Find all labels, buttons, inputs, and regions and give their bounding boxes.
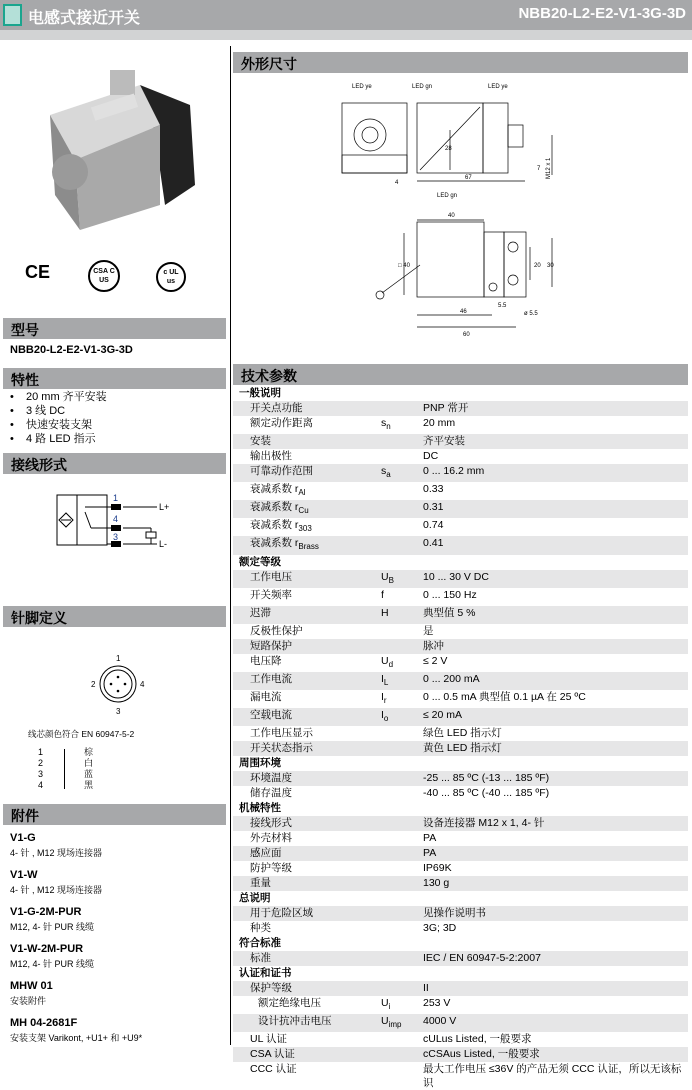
spec-symbol (381, 951, 423, 966)
spec-label: 种类 (250, 922, 271, 935)
spec-label: 可靠动作范围 (233, 464, 381, 482)
spec-label: 衰减系数 $r_{303}$ (250, 519, 312, 534)
dimension-label: 67 (465, 175, 472, 181)
spec-symbol: $U_d$ (381, 654, 394, 669)
wire-supply-label: L- (159, 539, 168, 549)
spec-value: 20 mm (423, 417, 456, 429)
spec-row (233, 741, 688, 756)
dimension-label: M12 x 1 (546, 157, 552, 179)
spec-symbol (381, 639, 423, 654)
spec-row (233, 906, 688, 921)
spec-row (233, 861, 688, 876)
pin-color-row: 3 蓝 (38, 769, 94, 779)
spec-row (233, 401, 688, 416)
spec-label: 外壳材料 (250, 832, 292, 845)
spec-label: 工作电压 (233, 570, 381, 588)
spec-symbol (381, 861, 423, 876)
spec-row (233, 1062, 688, 1090)
spec-row (233, 536, 688, 554)
spec-value: 0.33 (423, 483, 444, 496)
spec-value: 脉冲 (423, 639, 688, 654)
spec-value: cCSAus Listed, 一般要求 (423, 1047, 688, 1062)
spec-symbol (381, 981, 423, 996)
spec-value: 0 ... 150 Hz (423, 588, 477, 601)
feature-item: • 快速安装支架 (10, 418, 107, 432)
spec-label: 漏电流 (250, 691, 282, 704)
section-tech-specs: 技术参数 (233, 364, 688, 385)
spec-symbol: f (381, 588, 384, 601)
color-note: 线芯颜色符合 EN 60947-5-2 (28, 729, 135, 739)
spec-label: 开关频率 (250, 588, 292, 601)
spec-value: -40 ... 85 ºC (-40 ... 185 ºF) (423, 787, 550, 800)
spec-row (233, 482, 688, 500)
spec-label: 安装 (233, 434, 381, 449)
spec-row (233, 1047, 688, 1062)
spec-label: 用于危险区域 (233, 906, 381, 921)
accessory-item: MHW 01 安装附件 (10, 980, 53, 1006)
spec-value: IEC / EN 60947-5-2:2007 (423, 951, 688, 966)
feature-item: • 4 路 LED 指示 (10, 432, 107, 446)
spec-row (233, 606, 688, 624)
dimension-label: 60 (463, 332, 470, 338)
spec-row (233, 816, 688, 831)
spec-group-header (233, 801, 688, 816)
spec-value: PA (423, 832, 437, 845)
pin-number: 4 (140, 680, 145, 689)
spec-value: 130 g (423, 876, 688, 891)
pin-number: 2 (91, 680, 96, 689)
spec-row (233, 624, 688, 639)
spec-group-name: 认证和证书 (239, 967, 292, 980)
accessory-item: V1-G 4- 针 , M12 现场连接器 (10, 832, 103, 858)
spec-symbol (381, 624, 423, 639)
spec-symbol (381, 1047, 423, 1062)
dimension-label: ø 5.5 (524, 311, 538, 317)
spec-row (233, 771, 688, 786)
spec-label: 迟滞 (233, 606, 381, 624)
spec-row (233, 654, 688, 672)
spec-row (233, 831, 688, 846)
accessory-item: V1-W-2M-PUR M12, 4- 针 PUR 线缆 (10, 943, 95, 969)
spec-label: 额定动作距离 (250, 417, 313, 429)
spec-symbol (381, 786, 423, 801)
spec-row (233, 846, 688, 861)
spec-symbol (381, 401, 423, 416)
spec-symbol (381, 726, 423, 741)
spec-value: 设备连接器 M12 x 1, 4- 针 (423, 816, 688, 831)
spec-symbol: $I_L$ (381, 672, 423, 690)
spec-row (233, 570, 688, 588)
dimension-label: 4 (395, 180, 399, 186)
spec-group-header (233, 756, 688, 771)
spec-group-header (233, 555, 688, 570)
spec-group-header (233, 936, 688, 951)
spec-value: 0 ... 200 mA (423, 672, 688, 690)
spec-label: 输出极性 (250, 450, 292, 463)
dimension-label: 20 (534, 263, 541, 269)
spec-group-header (233, 891, 688, 906)
feature-list (10, 390, 107, 446)
spec-value: 3G; 3D (423, 922, 457, 935)
spec-row (233, 996, 688, 1014)
spec-group-name: 总说明 (239, 892, 271, 905)
spec-row (233, 672, 688, 690)
wire-pin-label: 1 (113, 493, 119, 503)
spec-row (233, 639, 688, 654)
spec-value: IP69K (423, 862, 452, 875)
wire-pin-label: 3 (113, 532, 119, 542)
model-value: NBB20-L2-E2-V1-3G-3D (10, 344, 133, 356)
spec-label: 接线形式 (233, 816, 381, 831)
spec-symbol: $I_r$ (381, 691, 387, 706)
spec-label: UL 认证 (250, 1033, 287, 1046)
spec-value: 绿色 LED 指示灯 (423, 727, 502, 740)
feature-item: • 3 线 DC (10, 404, 107, 418)
header-bar (0, 0, 692, 30)
spec-group-name: 符合标准 (239, 937, 281, 950)
section-wiring: 接线形式 (3, 453, 226, 474)
header-strip (0, 30, 692, 40)
spec-symbol (381, 921, 423, 936)
doc-title: 电感式接近开关 (28, 10, 141, 27)
spec-label: 开关状态指示 (233, 741, 381, 756)
spec-symbol (381, 434, 423, 449)
spec-label: 储存温度 (250, 787, 292, 800)
pin-number: 3 (116, 707, 121, 716)
spec-value: 是 (423, 624, 434, 637)
spec-value: 0.41 (423, 536, 688, 554)
dimension-label: LED ye (352, 84, 372, 90)
spec-value: 0.74 (423, 519, 444, 532)
spec-row (233, 708, 688, 726)
spec-label: 设计抗冲击电压 (233, 1014, 381, 1032)
ce-mark: CE (25, 262, 51, 282)
spec-symbol (381, 741, 423, 756)
spec-row (233, 951, 688, 966)
ul-mark: c UL us (156, 262, 186, 292)
spec-symbol (381, 816, 423, 831)
spec-row (233, 434, 688, 449)
spec-row (233, 588, 688, 606)
pin-color-table (38, 747, 93, 791)
spec-group-name: 一般说明 (239, 387, 281, 399)
spec-label: CCC 认证 (250, 1063, 297, 1076)
spec-row (233, 416, 688, 434)
spec-value: 见操作说明书 (423, 906, 688, 921)
accessory-item: MH 04-2681F 安装支架 Varikont, +U1+ 和 +U9* (10, 1017, 143, 1043)
spec-row (233, 449, 688, 464)
spec-value: ≤ 2 V (423, 654, 448, 667)
accessory-item: V1-G-2M-PUR M12, 4- 针 PUR 线缆 (10, 906, 95, 932)
spec-symbol (381, 846, 423, 861)
spec-row (233, 981, 688, 996)
spec-row (233, 921, 688, 936)
spec-label: 额定绝缘电压 (258, 997, 321, 1010)
spec-symbol: $s_a$ (381, 464, 423, 482)
spec-group-header (233, 966, 688, 981)
spec-value: II (423, 981, 688, 996)
spec-label: 电压降 (250, 654, 282, 667)
spec-row (233, 1032, 688, 1047)
spec-value: PA (423, 846, 688, 861)
spec-value: 253 V (423, 997, 451, 1010)
spec-symbol (381, 771, 423, 786)
spec-value: 10 ... 30 V DC (423, 570, 688, 588)
spec-value: PNP 常开 (423, 401, 688, 416)
spec-row (233, 876, 688, 891)
dimension-label: LED gn (412, 84, 433, 90)
dimension-label: LED ye (488, 84, 508, 90)
dimension-label: LED gn (437, 193, 458, 199)
spec-label: 衰减系数 $r_{Al}$ (250, 483, 306, 498)
dimension-label: □ 40 (398, 263, 410, 269)
spec-row (233, 690, 688, 708)
spec-symbol: $U_i$ (381, 997, 391, 1012)
section-pinout: 针脚定义 (3, 606, 226, 627)
spec-value: 0 ... 16.2 mm (423, 464, 688, 482)
csa-mark: CSA C US (88, 260, 120, 292)
spec-label: 开关点功能 (233, 401, 381, 416)
spec-symbol (381, 906, 423, 921)
spec-row (233, 518, 688, 536)
dimension-label: 46 (460, 309, 467, 315)
spec-symbol (381, 1032, 423, 1047)
pin-color-row: 2 白 (38, 758, 94, 768)
section-accessories: 附件 (3, 804, 226, 825)
spec-value: 4000 V (423, 1014, 688, 1032)
section-dimensions: 外形尺寸 (233, 52, 688, 73)
accessory-item: V1-W 4- 针 , M12 现场连接器 (10, 869, 103, 895)
spec-value: 0.31 (423, 500, 688, 518)
brand-logo (3, 4, 22, 26)
wire-supply-label: L+ (159, 502, 170, 512)
spec-label: 衰减系数 $r_{Cu}$ (233, 500, 381, 518)
spec-symbol: $s_n$ (381, 417, 391, 432)
spec-symbol (381, 1062, 423, 1090)
spec-value: cULus Listed, 一般要求 (423, 1033, 532, 1046)
spec-value: ≤ 20 mA (423, 708, 688, 726)
spec-value: 最大工作电压 ≤36V 的产品无须 CCC 认证，所以无该标识 (423, 1063, 682, 1090)
spec-label: 防护等级 (250, 862, 292, 875)
spec-symbol: H (381, 606, 423, 624)
spec-value: 0 ... 0.5 mA 典型值 0.1 µA 在 25 ºC (423, 691, 586, 704)
spec-symbol (381, 831, 423, 846)
spec-group-header (233, 386, 688, 401)
spec-row (233, 726, 688, 741)
spec-row (233, 786, 688, 801)
dimension-label: 30 (547, 263, 554, 269)
dimension-label: 40 (448, 213, 455, 219)
spec-row (233, 1014, 688, 1032)
spec-symbol (381, 536, 423, 554)
wiring-diagram (55, 490, 185, 550)
table-divider (64, 749, 65, 789)
spec-symbol (381, 482, 423, 500)
spec-label: 标准 (233, 951, 381, 966)
feature-item: • 20 mm 齐平安装 (10, 390, 107, 404)
spec-table (233, 386, 688, 1090)
spec-value: 黄色 LED 指示灯 (423, 741, 688, 756)
spec-label: 感应面 (233, 846, 381, 861)
dimension-label: 5.5 (498, 303, 507, 309)
spec-label: 环境温度 (233, 771, 381, 786)
spec-group-name: 额定等级 (239, 555, 281, 568)
spec-symbol: $I_o$ (381, 708, 423, 726)
spec-symbol: $U_{imp}$ (381, 1014, 423, 1032)
pin-color-row: 1 棕 (38, 747, 94, 757)
pinout-diagram (85, 650, 155, 720)
pin-number: 1 (116, 654, 121, 663)
spec-label: 工作电流 (233, 672, 381, 690)
column-divider (230, 46, 231, 1045)
section-model: 型号 (3, 318, 226, 339)
spec-label: 空载电流 (233, 708, 381, 726)
spec-group-name: 周围环境 (239, 757, 281, 770)
spec-value: 典型值 5 % (423, 606, 688, 624)
spec-symbol: $U_B$ (381, 570, 423, 588)
pin-color-row: 4 黑 (38, 780, 94, 790)
spec-row (233, 464, 688, 482)
spec-row (233, 500, 688, 518)
spec-symbol (381, 449, 423, 464)
product-image (30, 55, 210, 235)
spec-label: CSA 认证 (233, 1047, 381, 1062)
dimension-label: 28 (445, 146, 452, 152)
spec-label: 衰减系数 $r_{Brass}$ (233, 536, 381, 554)
wire-pin-label: 4 (113, 514, 119, 524)
spec-symbol (381, 500, 423, 518)
spec-value: 齐平安装 (423, 434, 688, 449)
spec-label: 工作电压显示 (250, 727, 313, 740)
spec-value: -25 ... 85 ºC (-13 ... 185 ºF) (423, 771, 688, 786)
spec-symbol (381, 876, 423, 891)
spec-label: 保护等级 (233, 981, 381, 996)
spec-group-name: 机械特性 (239, 802, 281, 815)
spec-label: 短路保护 (233, 639, 381, 654)
spec-label: 重量 (233, 876, 381, 891)
spec-label: 反极性保护 (250, 624, 303, 637)
doc-model: NBB20-L2-E2-V1-3G-3D (518, 5, 686, 22)
dimension-drawing (320, 75, 570, 340)
section-features: 特性 (3, 368, 226, 389)
spec-symbol (381, 518, 423, 536)
dimension-label: 7 (537, 166, 541, 172)
spec-value: DC (423, 450, 439, 463)
